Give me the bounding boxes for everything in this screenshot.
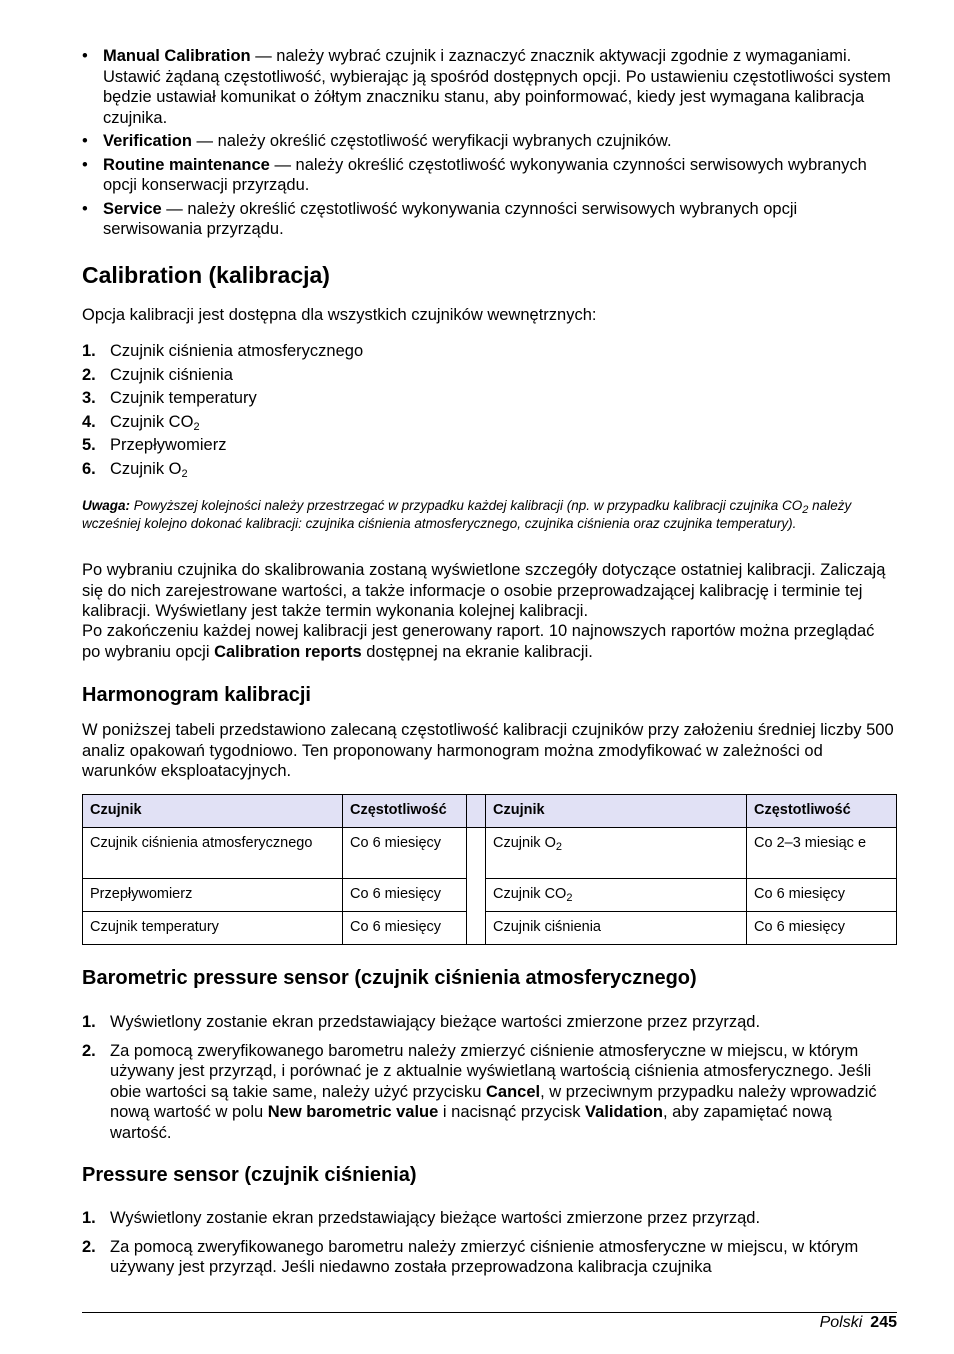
step-2 [82, 1237, 897, 1278]
note-text: należy wcześniej kolejno dokonać kalibracji: czujnika ciśnienia atmosferycznego, czujnika ciśnienia oraz czujnika temperatury). [82, 498, 852, 531]
bullet-text: — należy określić częstotliwość wykonywania czynności serwisowych wybranych opcji serwisowania przyrządu. [103, 199, 798, 238]
table-cell: Co 6 miesięcy [747, 879, 897, 912]
step-2 [82, 1041, 897, 1144]
sensor-order-list [82, 341, 897, 482]
subscript: 2 [566, 892, 573, 904]
list-item [82, 388, 897, 412]
table-cell: Co 6 miesięcy [343, 828, 467, 879]
list-item [82, 459, 897, 483]
schedule-intro: W poniższej tabeli przedstawiono zalecaną częstotliwość kalibracji czujników przy założeniu średniej liczby 500 analiz opakowań tygodniowo. Ten proponowany harmonogram można zmodyfikować w zależności od warunków eksploatacyjnych. [82, 721, 894, 780]
column-header: Czujnik [83, 795, 343, 828]
step-number: 1. [82, 1209, 96, 1227]
cell-text: Czujnik O [493, 835, 556, 851]
schedule-table [82, 794, 897, 945]
cell-text: Czujnik CO [493, 886, 567, 902]
step-text: Wyświetlony zostanie ekran przedstawiający bieżące wartości zmierzone przez przyrząd. [110, 1013, 761, 1031]
step-text: , w przeciwnym przypadku należy wprowadzić nową wartość w polu [110, 1082, 877, 1121]
list-text: Czujnik ciśnienia atmosferycznego [110, 342, 364, 360]
list-number: 5. [82, 436, 96, 454]
list-number: 1. [82, 342, 96, 360]
step-text: , aby zapamiętać nową wartość. [110, 1103, 832, 1142]
table-cell: Przepływomierz [83, 879, 343, 912]
barometric-steps [82, 1012, 897, 1143]
step-bold: New barometric value [267, 1103, 439, 1121]
page-number: 245 [870, 1314, 897, 1331]
bullet-text: — należy wybrać czujnik i zaznaczyć znacznik aktywacji zgodnie z wymaganiami. Ustawić żądaną częstotliwość, wybierając ją spośród dostępnych opcji. Po ustawieniu częstotliwości system będzie ustawiał komunikat o żółtym znaczniku stanu, aby poinformować, kiedy jest wymagana kalibracja czujnika. [103, 47, 891, 127]
table-gap [467, 795, 486, 828]
list-item [82, 341, 897, 365]
table-row [83, 912, 897, 945]
para-text: Po zakończeniu każdej nowej kalibracji jest generowany raport. 10 najnowszych raportów można przeglądać po wybraniu opcji [82, 622, 875, 661]
list-number: 2. [82, 365, 96, 384]
table-gap [467, 828, 486, 945]
table-row [83, 828, 897, 879]
table-cell: Co 2–3 miesiąc e [747, 828, 897, 879]
bullet-routine-maintenance [82, 155, 897, 196]
calibration-note [82, 497, 897, 533]
para-bold: Calibration reports [214, 642, 362, 661]
step-text: Za pomocą zweryfikowanego barometru należy zmierzyć ciśnienie atmosferyczne w miejscu, w którym używany jest przyrząd, i porównać je z aktualnie wyświetlaną wartością ciśnienia atmosferycznego. Jeśli obie wartości są takie same, należy użyć przycisku [110, 1041, 872, 1101]
pressure-heading: Pressure sensor (czujnik ciśnienia) [82, 1164, 417, 1186]
calibration-heading: Calibration (kalibracja) [82, 262, 330, 288]
subscript: 2 [181, 467, 188, 480]
bullet-text: — należy określić częstotliwość weryfikacji wybranych czujników. [191, 132, 672, 150]
table-cell: Czujnik temperatury [83, 912, 343, 945]
bullet-text: — należy określić częstotliwość wykonywania czynności serwisowych wybranych opcji konserwacji przyrządu. [103, 155, 867, 194]
bullet-term: Manual Calibration [103, 47, 251, 65]
page-footer [820, 1312, 897, 1333]
step-bold: Cancel [485, 1082, 541, 1101]
schedule-heading: Harmonogram kalibracji [82, 684, 311, 706]
step-number: 1. [82, 1013, 96, 1031]
table-row [83, 879, 897, 912]
list-item [82, 412, 897, 436]
step-bold: Validation [585, 1103, 663, 1121]
table-cell: Co 6 miesięcy [343, 912, 467, 945]
table-cell [486, 879, 747, 912]
note-text: Powyższej kolejności należy przestrzegać w przypadku każdej kalibracji (np. w przypadku kalibracji czujnika CO [130, 498, 803, 513]
para-text: dostępnej na ekranie kalibracji. [361, 642, 593, 661]
list-text: Czujnik ciśnienia [110, 365, 233, 384]
list-item [82, 365, 897, 389]
list-text: Czujnik O [110, 459, 182, 478]
calibration-intro: Opcja kalibracji jest dostępna dla wszystkich czujników wewnętrznych: [82, 306, 597, 324]
list-text: Przepływomierz [110, 436, 227, 454]
bullet-verification [82, 131, 897, 152]
list-text: Czujnik CO [110, 412, 194, 431]
pressure-steps [82, 1208, 897, 1278]
footer-divider [82, 1312, 897, 1313]
step-text: Za pomocą zweryfikowanego barometru należy zmierzyć ciśnienie atmosferyczne w miejscu, w którym używany jest przyrząd. Jeśli niedawno została przeprowadzona kalibracja czujnika [110, 1237, 859, 1276]
step-1 [82, 1208, 897, 1229]
note-label: Uwaga: [82, 498, 131, 513]
table-cell: Czujnik ciśnienia [486, 912, 747, 945]
table-cell: Co 6 miesięcy [747, 912, 897, 945]
bullet-term: Verification [103, 132, 192, 150]
calibration-para-2 [82, 621, 897, 662]
intro-bullet-list [82, 46, 897, 243]
list-item [82, 435, 897, 459]
barometric-heading: Barometric pressure sensor (czujnik ciśnienia atmosferycznego) [82, 967, 697, 989]
bullet-service [82, 199, 897, 240]
table-cell: Czujnik ciśnienia atmosferycznego [83, 828, 343, 879]
column-header: Czujnik [486, 795, 747, 828]
step-number: 2. [82, 1041, 96, 1060]
step-text: Wyświetlony zostanie ekran przedstawiający bieżące wartości zmierzone przez przyrząd. [110, 1209, 761, 1227]
list-number: 3. [82, 389, 96, 407]
step-number: 2. [82, 1237, 96, 1256]
table-cell [486, 828, 747, 879]
subscript: 2 [802, 504, 809, 516]
list-number: 4. [82, 412, 96, 431]
list-text: Czujnik temperatury [110, 389, 257, 407]
bullet-term: Service [103, 199, 162, 218]
step-text: i nacisnąć przycisk [438, 1103, 586, 1121]
column-header: Częstotliwość [343, 795, 467, 828]
subscript: 2 [193, 420, 200, 433]
step-1 [82, 1012, 897, 1033]
list-number: 6. [82, 459, 96, 478]
footer-language: Polski [819, 1314, 863, 1331]
table-cell: Co 6 miesięcy [343, 879, 467, 912]
calibration-para-1: Po wybraniu czujnika do skalibrowania zostaną wyświetlone szczegóły dotyczące ostatniej kalibracji. Zaliczają się do nich zarejestrowane wartości, a także informacje o osobie przeprowadzającej kalibrację i terminie tej kalibracji. Wyświetlany jest także termin wykonania kolejnej kalibracji. [82, 561, 886, 620]
bullet-manual-calibration [82, 46, 897, 128]
subscript: 2 [555, 841, 562, 853]
bullet-term: Routine maintenance [103, 155, 270, 174]
column-header: Częstotliwość [747, 795, 897, 828]
table-header-row [83, 795, 897, 828]
